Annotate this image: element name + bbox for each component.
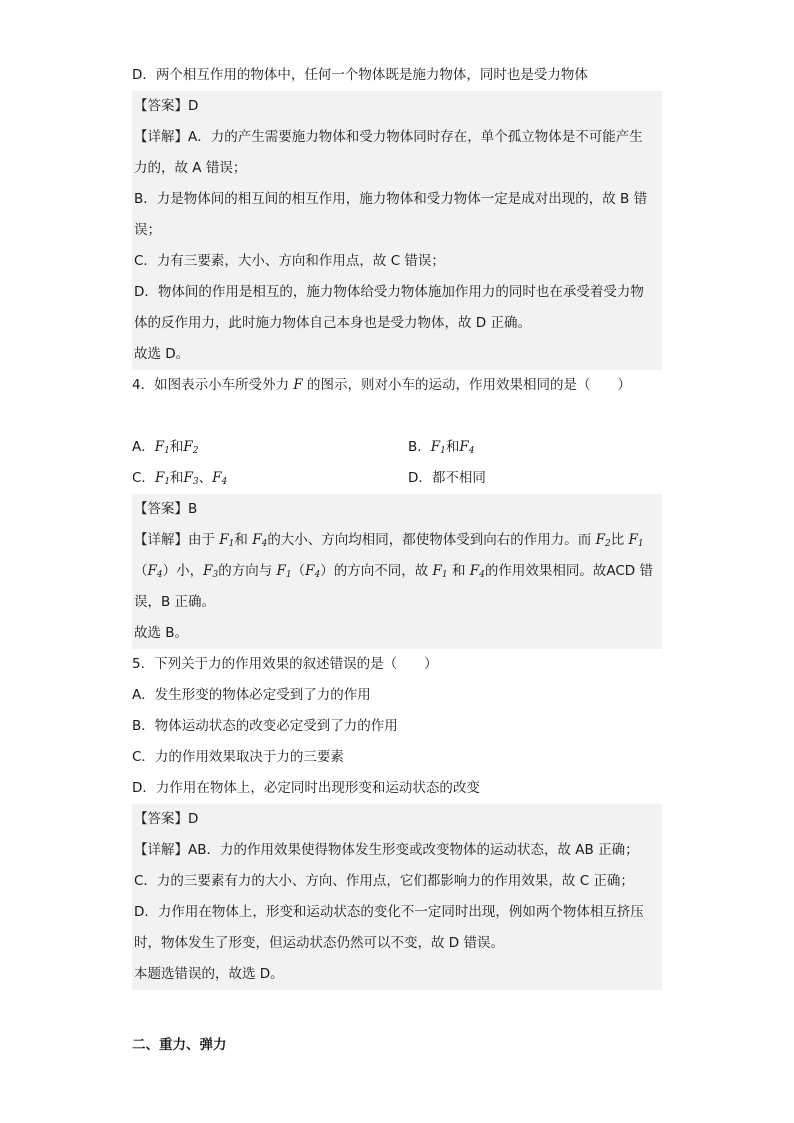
q5-option-c: C．力的作用效果取决于力的三要素 [132,749,344,765]
option-a: A．$F_1$和$F_2$ [132,439,199,456]
question-4-stem: 4．如图表示小车所受外力 F 的图示，则对小车的运动，作用效果相同的是（ ） [132,377,632,393]
question-4-options-row-2 [132,463,662,494]
prev-detail-line: C．力有三要素，大小、方向和作用点，故 C 错误； [132,246,662,277]
q5-option-b: B．物体运动状态的改变必定受到了力的作用 [132,718,398,734]
q5-detail-line: 【详解】AB．力的作用效果使得物体发生形变或改变物体的运动状态，故 AB 正确； [132,835,662,866]
prev-detail-line: 【详解】A．力的产生需要施力物体和受力物体同时存在，单个孤立物体是不可能产生 [132,122,662,153]
option-c: C．$F_1$和$F_3$、$F_4$ [132,470,228,487]
question-5-stem: 5．下列关于力的作用效果的叙述错误的是（ ） [132,656,438,672]
q5-detail-line: D．力作用在物体上，形变和运动状态的变化不一定同时出现，例如两个物体相互挤压 [132,897,662,928]
prev-detail-line: D．物体间的作用是相互的，施力物体给受力物体施加作用力的同时也在承受着受力物 [132,277,662,308]
q4-detail-line-4: 故选 B。 [132,618,662,649]
q4-detail-line-1: 【详解】由于 $F_1$和 $F_4$的大小、方向均相同，都使物体受到向右的作用力。而 $F_2$比 $F_1$ [132,525,662,556]
question-4-options-row-1 [132,432,662,463]
option-d: D．都不相同 [408,470,486,486]
q5-answer: 【答案】D [132,804,662,835]
q4-answer: 【答案】B [132,494,662,525]
q5-option-d: D．力作用在物体上，必定同时出现形变和运动状态的改变 [132,780,480,796]
q5-detail-line: 本题选错误的，故选 D。 [132,959,662,990]
prev-detail-line: 故选 D。 [132,339,662,370]
figure-placeholder [132,401,662,432]
q4-detail-line-3: 误，B 正确。 [132,587,662,618]
document-page [132,60,662,1061]
q5-detail-line: 时，物体发生了形变，但运动状态仍然可以不变，故 D 错误。 [132,928,662,959]
option-b: B．$F_1$和$F_4$ [408,439,475,456]
prev-detail-line: 误； [132,215,662,246]
section-heading: 二、重力、弹力 [132,1037,227,1053]
prev-detail-line: 力的，故 A 错误； [132,153,662,184]
prev-answer: 【答案】D [132,91,662,122]
prev-option-d: D．两个相互作用的物体中，任何一个物体既是施力物体，同时也是受力物体 [132,67,588,83]
prev-detail-line: 体的反作用力，此时施力物体自己本身也是受力物体，故 D 正确。 [132,308,662,339]
q5-option-a: A．发生形变的物体必定受到了力的作用 [132,687,371,703]
section-gap [132,990,662,1030]
q5-detail-line: C．力的三要素有力的大小、方向、作用点，它们都影响力的作用效果，故 C 正确； [132,866,662,897]
q4-detail-line-2: $(F_4)$小，$F_3$的方向与 $F_1(F_4)$的方向不同，故 $F_1$ 和 $F_4$的作用效果相同。故ACD 错 [132,556,662,587]
prev-detail-line: B．力是物体间的相互间的相互作用，施力物体和受力物体一定是成对出现的，故 B 错 [132,184,662,215]
